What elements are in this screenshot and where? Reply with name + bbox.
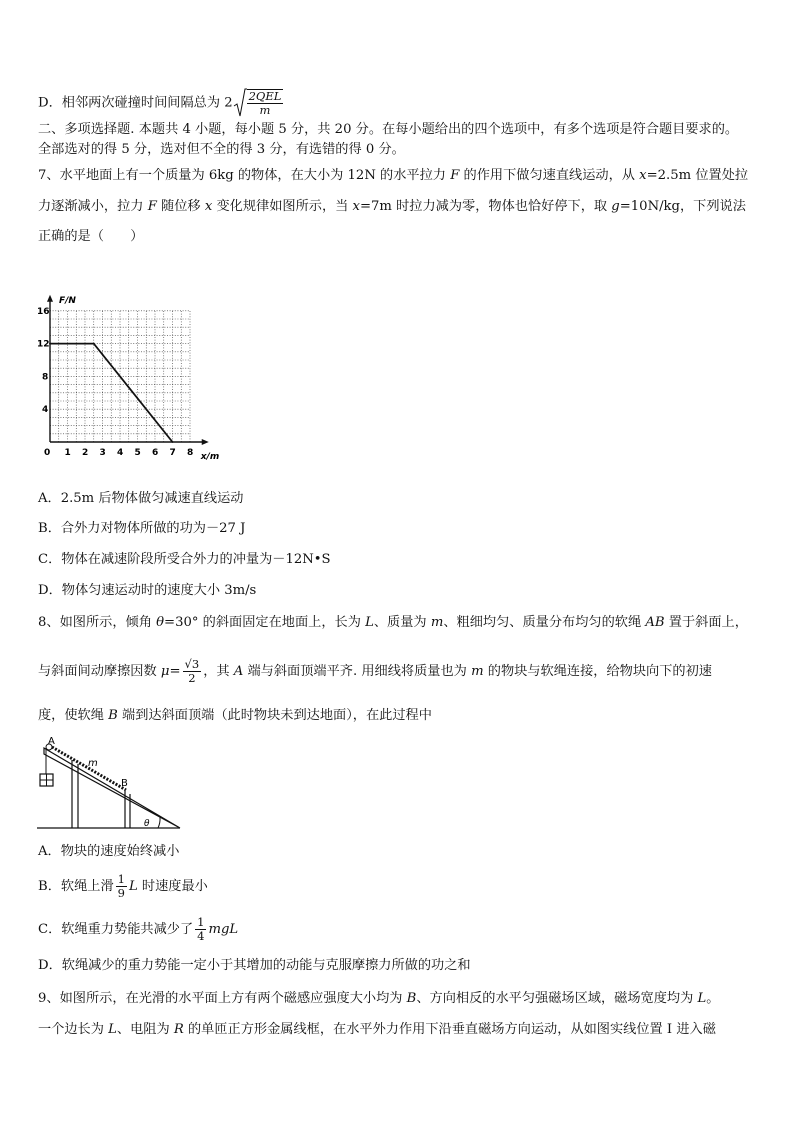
q7-option-d: D．物体匀速运动时的速度大小 3m/s (38, 583, 257, 598)
x-axis-label: x/m (200, 452, 220, 462)
section2-line2: 全部选对的得 5 分，选对但不全的得 3 分，有选错的得 0 分。 (38, 142, 405, 157)
force-data-point (49, 343, 51, 345)
q8-option-a: A．物块的速度始终减小 (38, 844, 180, 859)
q7-stem-line2: 力逐渐减小，拉力 F 随位移 x 变化规律如图所示，当 x=7m 时拉力减为零，物体也恰好停下，取 g=10N/kg，下列说法 (38, 199, 746, 214)
chart-ticks (37, 307, 193, 458)
q6d-denominator: m (259, 103, 271, 117)
radical-sign-icon (233, 88, 247, 118)
force-data-point (93, 343, 95, 345)
force-data-point (172, 441, 174, 443)
label-a: A (48, 736, 55, 747)
y-tick-label: 8 (42, 372, 49, 383)
y-tick-label: 4 (42, 405, 49, 416)
x-tick-label: 7 (169, 448, 176, 458)
x-tick-label: 4 (117, 448, 124, 458)
q7-stem-line3: 正确的是（ ） (38, 229, 144, 244)
angle-arc (158, 817, 160, 828)
label-b: B (121, 778, 128, 789)
q8-option-c: C．软绳重力势能共减少了 $\frac{1}{4}$ mgL (38, 915, 239, 943)
y-axis-label: F/N (59, 295, 76, 306)
force-displacement-chart (34, 276, 224, 468)
x-tick-label: 5 (134, 448, 141, 458)
incline-rope-figure (34, 734, 184, 832)
q8-option-b: B．软绳上滑 $\frac{1}{9}$ L 时速度最小 (38, 872, 208, 900)
x-tick-label: 0 (44, 448, 51, 458)
q8-option-d: D．软绳减少的重力势能一定小于其增加的动能与克服摩擦力所做的功之和 (38, 958, 471, 973)
x-tick-label: 3 (99, 448, 106, 458)
x-tick-label: 2 (82, 448, 89, 458)
x-tick-label: 8 (187, 448, 194, 458)
y-tick-label: 12 (37, 339, 50, 350)
incline-surface (44, 748, 180, 828)
sqrt-expression (233, 88, 286, 118)
q7-option-b: B．合外力对物体所做的功为－27 J (38, 521, 246, 536)
q6d-coefficient: 2 (224, 95, 233, 111)
x-tick-label: 6 (152, 448, 159, 458)
q6d-numerator: 2QEL (248, 89, 282, 103)
x-tick-label: 1 (64, 448, 71, 458)
q6-option-d: D．相邻两次碰撞时间间隔总为 2 $\frac{\text{2QEL}}{m}$ (38, 88, 285, 118)
q7-option-c: C．物体在减速阶段所受合外力的冲量为－12N•S (38, 552, 331, 567)
label-m: m (88, 758, 98, 769)
y-axis-arrow-icon (47, 295, 53, 302)
q9-stem-line1: 9、如图所示，在光滑的水平面上方有两个磁感应强度大小均为 B、方向相反的水平匀强磁场区域，磁场宽度均为 L。 (38, 991, 720, 1006)
q9-stem-line2: 一个边长为 L、电阻为 R 的单匝正方形金属线框，在水平外力作用下沿垂直磁场方向运动，从如图实线位置 Ⅰ 进入磁 (38, 1022, 716, 1037)
q7-stem-line1: 7、水平地面上有一个质量为 6kg 的物体，在大小为 12N 的水平拉力 F 的作用下做匀速直线运动，从 x=2.5m 位置处拉 (38, 168, 749, 183)
section2-line1: 二、多项选择题. 本题共 4 小题，每小题 5 分，共 20 分。在每小题给出的四个选项中，有多个选项是符合题目要求的。 (38, 122, 739, 137)
q8-stem-line3: 度，使软绳 B 端到达斜面顶端（此时物块未到达地面），在此过程中 (38, 708, 432, 723)
mu-fraction: $\frac{√3}{2}$ (184, 657, 200, 685)
q8-stem-line1: 8、如图所示，倾角 θ=30° 的斜面固定在地面上，长为 L、质量为 m、粗细均匀、质量分布均匀的软绳 AB 置于斜面上， (38, 615, 748, 630)
y-tick-label: 16 (37, 306, 50, 317)
chart-axes (47, 295, 219, 462)
q7-option-a: A．2.5m 后物体做匀减速直线运动 (38, 491, 244, 506)
label-theta: θ (144, 819, 150, 829)
q8-stem-line2: 与斜面间动摩擦因数 μ= $\frac{√3}{2}$ ，其 A 端与斜面顶端平齐. 用细线将质量也为 m 的物块与软绳连接，给物块向下的初速 (38, 657, 712, 685)
x-axis-arrow-icon (202, 439, 209, 445)
